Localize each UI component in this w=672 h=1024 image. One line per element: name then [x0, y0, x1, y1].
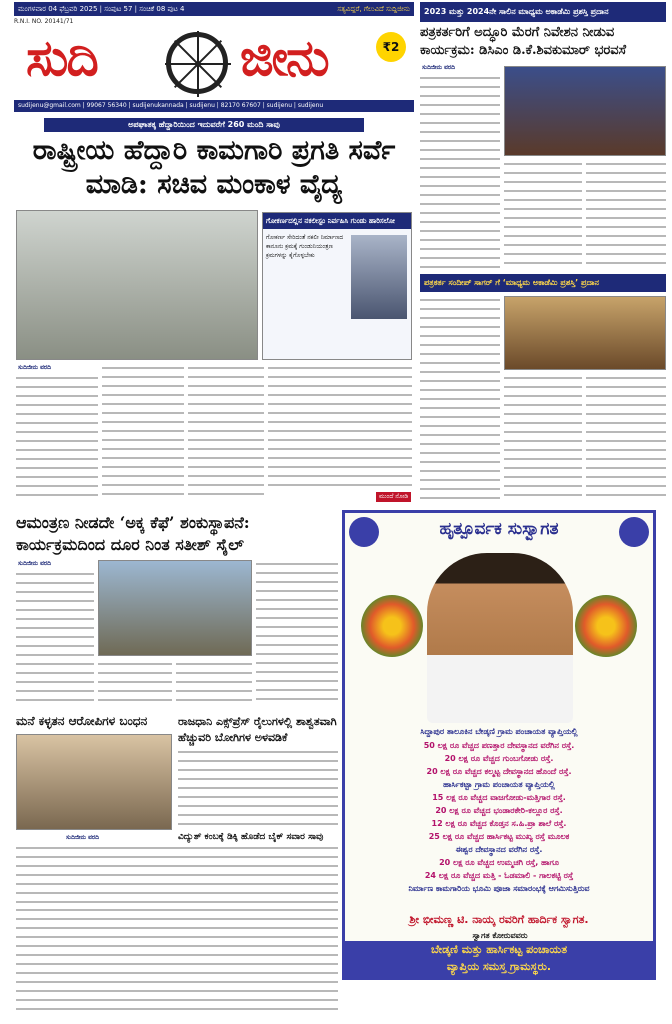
decorative-corner-icon — [619, 517, 649, 547]
ad-line: 24 ಲಕ್ಷ ರೂ ವೆಚ್ಚದ ಮತ್ತಿ - ಓಡಮಾಲಿ - ಗಾಲಕಟ್ಟಿ ರಸ್ತೆ — [424, 871, 574, 880]
akka-column-4 — [256, 560, 338, 706]
ad-line: 20 ಲಕ್ಷ ರೂ ವೆಚ್ಚದ ಉಮ್ಮಚಗಿ ರಸ್ತೆ, ಹಾಗೂ — [439, 858, 559, 867]
ad-line: 20 ಲಕ್ಷ ರೂ ವೆಚ್ಚದ ಗುಂಬಗೋಡು ರಸ್ತೆ. — [444, 754, 554, 763]
masthead — [14, 26, 414, 98]
contact-bar: sudijenu@gmail.com | 99067 56340 | sudijenukannada | sudijenu | 82170 67607 | sudijenu | sudijenu — [14, 100, 414, 112]
lead-column-2 — [102, 364, 184, 500]
ad-caption: ಸಿದ್ದಾಪುರ ತಾಲೂಕಿನ ಬೇಡ್ಕಣಿ ಗ್ರಾಮ ಪಂಚಾಯತ ವ್ಯಾಪ್ತಿಯಲ್ಲಿ — [420, 727, 578, 736]
ad-line: 15 ಲಕ್ಷ ರೂ ವೆಚ್ಚದ ವಾಜಗೋಡು-ಮತ್ತಿಗಾರ ರಸ್ತೆ. — [432, 793, 566, 802]
ad-line: 25 ಲಕ್ಷ ರೂ ವೆಚ್ಚದ ಹಾರ್ಸಿಕಟ್ಟ ಮುಖ್ಯ ರಸ್ತೆ ಮೂಲಕ — [428, 832, 570, 841]
continued-tag: ಮುಂದೆ ನೋಡಿ — [376, 492, 411, 502]
masthead-title-right: ಜೀನು — [240, 28, 328, 87]
ad-line: 20 ಲಕ್ಷ ರೂ ವೆಚ್ಚದ ಕಲ್ಮಟ್ಟ ದೇವಸ್ಥಾನದ ಹೊಂದೆ ರಸ್ತೆ. — [426, 767, 572, 776]
guest-name: ಶ್ರೀ ಭೀಮಣ್ಣ ಟಿ. ನಾಯ್ಕ ರವರಿಗೆ ಹಾರ್ದಿಕ ಸ್ವಾಗತ. — [409, 913, 589, 926]
issue-info-bar — [14, 2, 414, 16]
ship-wheel-icon — [166, 32, 228, 94]
lead-column-1 — [16, 374, 98, 500]
flower-bouquet-icon — [575, 595, 637, 657]
footer-line-2: ವ್ಯಾಪ್ತಿಯ ಸಮಸ್ತ ಗ್ರಾಮಸ್ಥರು. — [446, 960, 552, 973]
theft-text-bottom — [16, 906, 338, 1016]
rajdhani-text — [178, 748, 338, 828]
akka-column-3 — [176, 660, 252, 706]
sandeep-sagar-strip: ಪತ್ರಕರ್ತ ಸಂದೀಪ್ ಸಾಗರ್ ಗೆ ‘ಮಾಧ್ಯಮ ಅಕಾಡೆಮಿ ಪ್ರಶಸ್ತಿ’ ಪ್ರದಾನ — [420, 274, 666, 292]
ad-footer — [345, 941, 653, 977]
lead-column-3 — [188, 364, 264, 500]
sandeep-column-1 — [420, 296, 500, 502]
flower-bouquet-icon — [361, 595, 423, 657]
lead-sidebox — [262, 212, 412, 360]
welcome-advertisement — [342, 510, 656, 980]
theft-byline: ಸುದಿಜೀನು ವರದಿ — [66, 834, 99, 841]
award-column-2 — [504, 160, 582, 270]
award-photo — [504, 66, 666, 156]
award-byline: ಸುದಿಜೀನು ವರದಿ — [422, 64, 455, 71]
ad-line: 20 ಲಕ್ಷ ರೂ ವೆಚ್ಚದ ಭಂಡಾರಕೇರಿ-ಕಲ್ಲೂರ ರಸ್ತೆ. — [435, 806, 563, 815]
sidebox-title: ಗೋಕರ್ಣದಲ್ಲಿನ ನಕಲೀಸ್ಟಂ ನಿರ್ವಹಿಸಿ ಗುಂಡು ಹಾರಿಸಲೋ — [263, 213, 411, 229]
issue-info: ಮಂಗಳವಾರ 04 ಫೆಬ್ರವರಿ 2025 | ಸಂಪುಟ 57 | ಸಂಚಿಕೆ 08 ಪುಟ 4 — [18, 5, 185, 13]
ad-greeting: ಹೃತ್ಪೂರ್ವಕ ಸುಸ್ವಾಗತ — [439, 519, 559, 539]
masthead-title-left: ಸುದಿ — [26, 28, 97, 87]
lead-headline: ರಾಷ್ಟ್ರೀಯ ಹೆದ್ದಾರಿ ಕಾಮಗಾರಿ ಪ್ರಗತಿ ಸರ್ವೆ ಮಾಡಿ: ಸಚಿವ ಮಂಕಾಳ ವೈದ್ಯ — [32, 135, 396, 200]
lead-column-4 — [268, 364, 412, 490]
rni-number: R.N.I. NO. 20141/71 — [14, 18, 74, 25]
footer-line-1: ಬೇಡ್ಕಣಿ ಮತ್ತು ಹಾರ್ಸಿಕಟ್ಟ ಪಂಚಾಯತ — [430, 943, 568, 956]
award-kicker: 2023 ಮತ್ತು 2024ನೇ ಸಾಲಿನ ಮಾಧ್ಯಮ ಅಕಾಡೆಮಿ ಪ್ರಶಸ್ತಿ ಪ್ರದಾನ — [420, 2, 666, 22]
award-column-1 — [420, 74, 500, 270]
akka-cafe-photo — [98, 560, 252, 656]
theft-text-top — [16, 844, 338, 904]
sandeep-photo — [504, 296, 666, 370]
ad-line: ನಿರ್ಮಾಣ ಕಾಮಗಾರಿಯ ಭೂಮಿ ಪೂಜಾ ಸಮಾರಂಭಕ್ಕೆ ಆಗಮಿಸುತ್ತಿರುವ — [408, 884, 590, 893]
ad-line: ಹಾರ್ಸಿಕಟ್ಟಾ ಗ್ರಾಮ ಪಂಚಾಯತ ವ್ಯಾಪ್ತಿಯಲ್ಲಿ — [443, 780, 555, 789]
ad-line: 50 ಲಕ್ಷ ರೂ ವೆಚ್ಚದ ಪಣತ್ತಾರ ದೇವಸ್ಥಾನದ ವರೆಗಿನ ರಸ್ತೆ. — [423, 741, 575, 750]
ad-line: 12 ಲಕ್ಷ ರೂ ವೆಚ್ಚದ ಕೊಡ್ತನ ಸ.ಹಿ.ಪ್ರಾ ಶಾಲೆ ರಸ್ತೆ. — [431, 819, 567, 828]
theft-headline: ಮನೆ ಕಳ್ಳತನ ಆರೋಪಿಗಳ ಬಂಧನ — [16, 714, 148, 728]
sandeep-column-2 — [504, 374, 582, 502]
bike-accident-headline: ವಿದ್ಯುತ್ ಕಂಬಕ್ಕೆ ಡಿಕ್ಕಿ ಹೊಡೆದ ಬೈಕ್ ಸವಾರ ಸಾವು — [178, 832, 324, 842]
minister-photo — [351, 235, 407, 319]
akka-column-2 — [98, 660, 172, 706]
theft-photo — [16, 734, 172, 830]
akka-column-1 — [16, 570, 94, 706]
lead-photo — [16, 210, 258, 360]
lead-kicker: ಅಪಘಾತಕ್ಕ ಹೆದ್ದಾರಿಯಿಂದ ಇದುವರೆಗೆ 260 ಮಂದಿ ಸಾವು — [44, 118, 364, 132]
price-badge: ₹2 — [376, 32, 406, 62]
award-column-3 — [586, 160, 666, 270]
sidebox-text: ಗೋಕರ್ಣ ಸೇರಿದಂತೆ ನಕಲೀ ನಿರ್ಮಾಣದ ಕಾನೂನು ಕ್ರಮಕ್ಕೆ ಗುಂಡುನಿಯಂತ್ರಣ ಕ್ರಮಗಳನ್ನು ಕೈಗೊಳ್ಳಬೇಕು — [266, 234, 344, 259]
akka-cafe-headline: ಆಮಂತ್ರಣ ನೀಡದೇ ‘ಅಕ್ಕ ಕೆಫೆ’ ಶಂಕುಸ್ಥಾಪನೆ: ಕಾರ್ಯಕ್ರಮದಿಂದ ದೂರ ನಿಂತ ಸತೀಶ್ ಸೈಲ್ — [16, 513, 250, 554]
lead-byline: ಸುದಿಜೀನು ವರದಿ — [18, 364, 51, 371]
welcome-by: ಸ್ವಾಗತ ಕೋರುವವರು — [472, 931, 528, 940]
ad-line: ಈಶ್ವರ ದೇವಸ್ಥಾನದ ವರೆಗಿನ ರಸ್ತೆ. — [455, 845, 543, 854]
sandeep-column-3 — [586, 374, 666, 502]
tagline: ಸತ್ಯವಿದ್ದರೆ, ಗೆಲುವಿದೆ ಸುದ್ದಿಜೀನು — [337, 5, 410, 13]
award-headline: ಪತ್ರಕರ್ತರಿಗೆ ಅದ್ಧೂರಿ ಮೆರಗೆ ನಿವೇಶನ ನೀಡುವ ಕಾರ್ಯಕ್ರಮ: ಡಿಸಿಎಂ ಡಿ.ಕೆ.ಶಿವಕುಮಾರ್ ಭರವಸೆ — [420, 25, 627, 58]
guest-portrait — [427, 553, 573, 723]
rajdhani-headline: ರಾಜಧಾನಿ ಎಕ್ಸ್‌ಪ್ರೆಸ್ ರೈಲುಗಳಲ್ಲಿ ಶಾಶ್ವತವಾಗಿ ಹೆಚ್ಚುವರಿ ಬೋಗಿಗಳ ಅಳವಡಿಕೆ — [178, 715, 337, 744]
akka-cafe-byline: ಸುದಿಜೀನು ವರದಿ — [18, 560, 51, 567]
